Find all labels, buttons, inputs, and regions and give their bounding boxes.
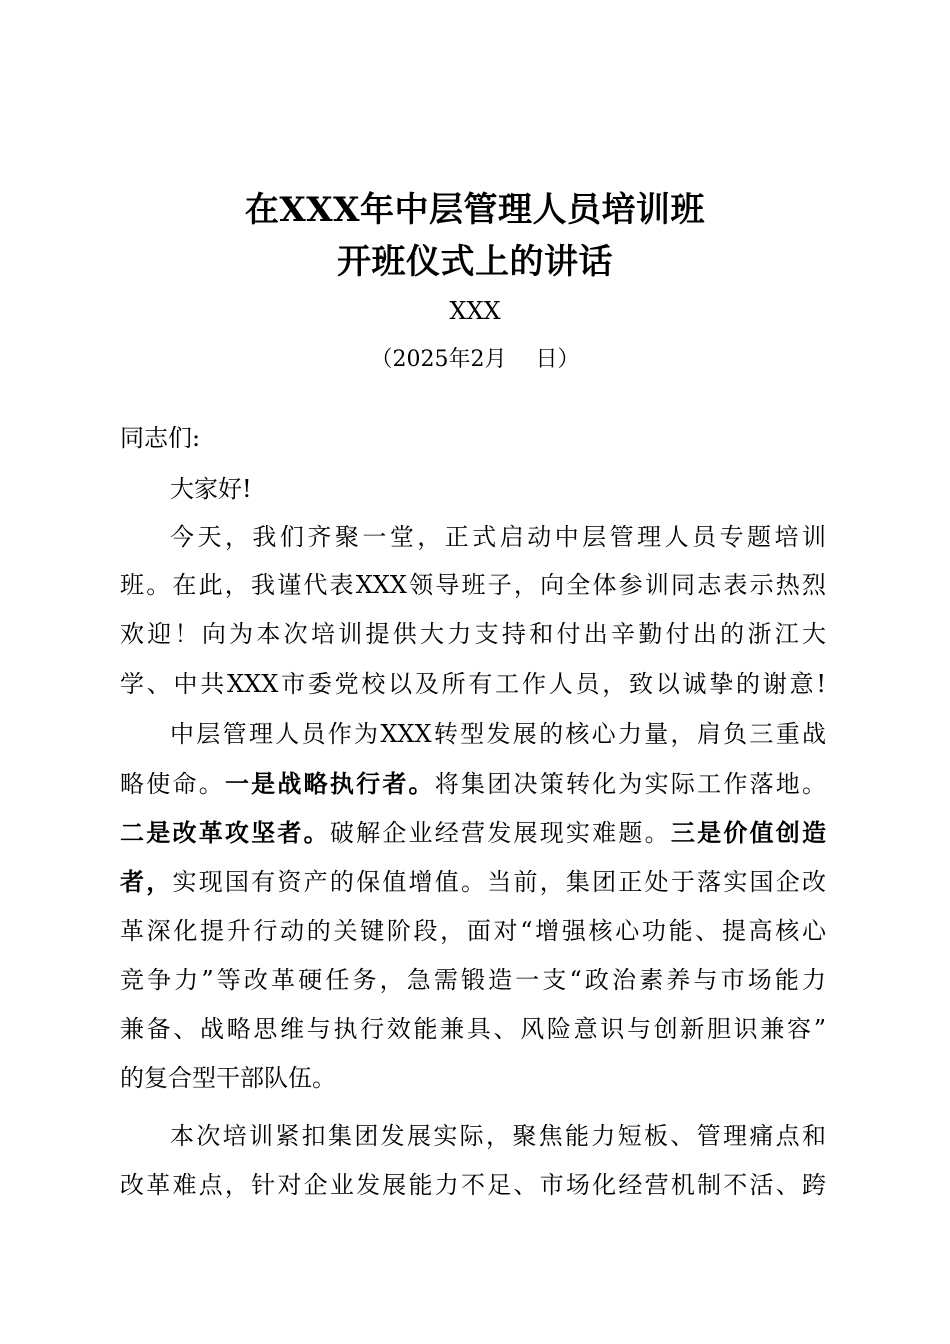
p2-line-2-c: 将集团决策转化为实际工作落地。 xyxy=(434,770,826,798)
p1-line-2: 班。在此，我谨代表XXX领导班子，向全体参训同志表示热烈 xyxy=(120,571,826,599)
p2-role-3: 三是价值创造 xyxy=(670,818,826,847)
p1-line-3: 欢迎！向为本次培训提供大力支持和付出辛勤付出的浙江大 xyxy=(120,620,826,648)
p2-line-3-b: 破解企业经营发展现实难题。 xyxy=(329,819,671,847)
p2-line-3 xyxy=(120,815,826,851)
p2-line-4-b: 实现国有资产的保值增值。当前，集团正处于落实国企改 xyxy=(172,868,826,896)
p2-line-4 xyxy=(120,864,826,900)
author: XXX xyxy=(449,297,501,325)
p1-line-4: 学、中共XXX市委党校以及所有工作人员，致以诚挚的谢意! xyxy=(120,670,826,698)
title-line-1: 在XXX年中层管理人员培训班 xyxy=(244,190,706,230)
title-line-2: 开班仪式上的讲话 xyxy=(337,242,613,282)
p2-line-2 xyxy=(120,766,826,802)
p2-role-3-end: 者， xyxy=(120,867,173,896)
p2-role-1: 一是战略执行者。 xyxy=(224,769,435,798)
p2-line-2-a: 略使命。 xyxy=(120,770,225,798)
p2-line-1: 中层管理人员作为XXX转型发展的核心力量，肩负三重战 xyxy=(170,720,826,748)
greeting: 大家好! xyxy=(170,475,252,503)
date: （2025年2月 日） xyxy=(370,347,580,372)
p3-line-2: 改革难点，针对企业发展能力不足、市场化经营机制不活、跨 xyxy=(120,1171,826,1199)
salutation: 同志们: xyxy=(120,424,201,452)
p2-line-6: 竞争力”等改革硬任务，急需锻造一支“政治素养与市场能力 xyxy=(120,966,826,994)
p2-role-2: 二是改革攻坚者。 xyxy=(120,818,330,847)
p1-line-1: 今天，我们齐聚一堂，正式启动中层管理人员专题培训 xyxy=(170,523,826,551)
p2-line-8: 的复合型干部队伍。 xyxy=(120,1064,336,1092)
p2-line-7: 兼备、战略思维与执行效能兼具、风险意识与创新胆识兼容” xyxy=(120,1015,826,1043)
p3-line-1: 本次培训紧扣集团发展实际，聚焦能力短板、管理痛点和 xyxy=(170,1122,826,1150)
p2-line-5: 革深化提升行动的关键阶段，面对“增强核心功能、提高核心 xyxy=(120,917,826,945)
